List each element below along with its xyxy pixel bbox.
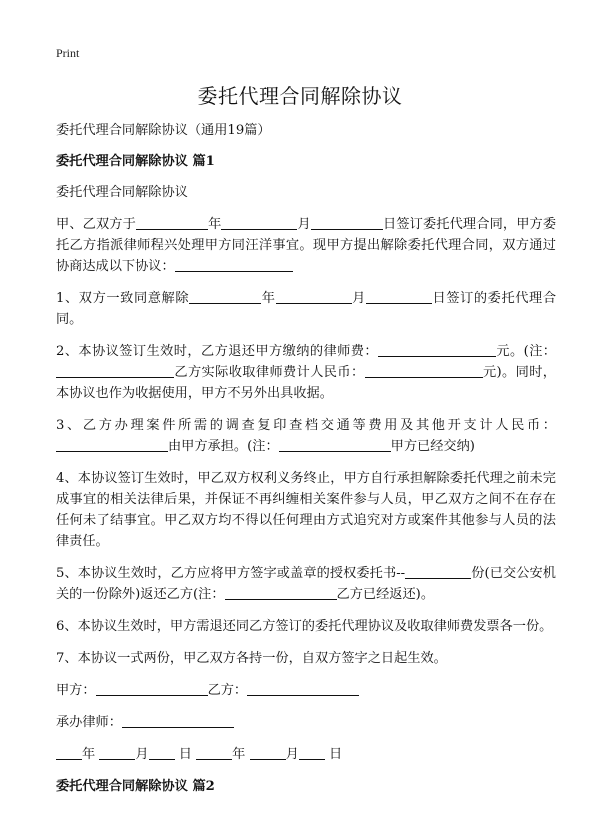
blank-field[interactable] (175, 257, 293, 272)
blank-field[interactable] (276, 289, 352, 304)
clause-2-text-c: 乙方实际收取律师费计人民币： (174, 365, 365, 380)
clause-5-text-c: 乙方已经返还)。 (336, 587, 435, 602)
signature-line (56, 680, 556, 701)
section-heading-2: 委托代理合同解除协议 篇2 (56, 779, 215, 794)
clause-1-text-d: 日签订的委托代理合同。 (56, 291, 557, 327)
year-label: 年 (232, 747, 246, 762)
lawyer-line (56, 712, 556, 733)
party-a-label: 甲方： (56, 683, 96, 698)
document-body (56, 120, 556, 797)
lawyer-signature-field[interactable] (122, 713, 234, 728)
day-field[interactable] (149, 745, 175, 760)
blank-field[interactable] (189, 289, 261, 304)
clause-3-text-b: 由甲方承担。(注： (168, 439, 279, 454)
year-label: 年 (82, 747, 96, 762)
clause-2-text-b: 元。(注： (495, 344, 556, 359)
blank-field[interactable] (365, 363, 483, 378)
blank-field[interactable] (225, 585, 337, 600)
day-field[interactable] (299, 745, 325, 760)
clause-1 (56, 288, 556, 330)
year-field[interactable] (196, 745, 232, 760)
clause-6: 6、本协议生效时，甲方需退还同乙方签订的委托代理协议及收取律师费发票各一份。 (56, 619, 553, 634)
clause-3 (56, 415, 556, 457)
date-line (56, 744, 556, 765)
section-heading-1: 委托代理合同解除协议 篇1 (56, 154, 215, 169)
party-b-label: 乙方： (207, 683, 248, 698)
opening-paragraph (56, 214, 556, 277)
clause-2-text-d: 元)。同时，本协议也作为收据使用，甲方不另外出具收据。 (56, 365, 556, 401)
opening-text-d: 日签订委托代理合同，甲方委托乙方指派律师程兴处理甲方同汪洋事宜。现甲方提出解除委托代理合同，双方通过协商达成以下协议： (56, 217, 557, 274)
clause-2-text-a: 2、本协议签订生效时，乙方退还甲方缴纳的律师费： (56, 344, 378, 359)
blank-field[interactable] (311, 215, 383, 230)
clause-3-text-a: 3、乙方办理案件所需的调查复印查档交通等费用及其他开支计人民币： (56, 418, 556, 433)
month-field[interactable] (99, 745, 135, 760)
clause-5-text-a: 5、本协议生效时，乙方应将甲方签字或盖章的授权委托书-- (56, 566, 406, 581)
clause-3-text-c: 甲方已经交纳) (390, 439, 475, 454)
opening-text-c: 月 (297, 217, 311, 232)
section-subtitle: 委托代理合同解除协议 (56, 185, 188, 200)
clause-1-text-b: 年 (261, 291, 276, 306)
party-a-signature-field[interactable] (96, 681, 208, 696)
blank-field[interactable] (405, 564, 471, 579)
blank-field[interactable] (56, 437, 168, 452)
opening-text-b: 年 (207, 217, 222, 232)
blank-field[interactable] (221, 215, 297, 230)
page-title: 委托代理合同解除协议 (197, 84, 403, 108)
clause-1-text-a: 1、双方一致同意解除 (56, 291, 190, 306)
intro-line: 委托代理合同解除协议（通用19篇） (56, 123, 271, 138)
blank-field[interactable] (56, 363, 174, 378)
clause-5 (56, 563, 556, 605)
print-label[interactable]: Print (56, 46, 80, 60)
clause-1-text-c: 月 (351, 291, 366, 306)
blank-field[interactable] (378, 342, 496, 357)
lawyer-label: 承办律师： (56, 715, 122, 730)
blank-field[interactable] (279, 437, 391, 452)
clause-2 (56, 341, 556, 404)
clause-5-text-b: 份(已交公安机关的一份除外)返还乙方(注： (56, 566, 556, 602)
clause-7: 7、本协议一式两份，甲乙双方各持一份，自双方签字之日起生效。 (56, 651, 447, 666)
blank-field[interactable] (136, 215, 208, 230)
day-label: 日 (328, 747, 343, 762)
month-label: 月 (135, 747, 149, 762)
month-label: 月 (285, 747, 299, 762)
day-label: 日 (178, 747, 192, 762)
month-field[interactable] (250, 745, 286, 760)
party-b-signature-field[interactable] (247, 681, 359, 696)
clause-4: 4、本协议签订生效时，甲乙双方权利义务终止，甲方自行承担解除委托代理之前未完成事宜的相关法律后果，并保证不再纠缠相关案件参与人员，甲乙双方之间不在存在任何未了结事宜。甲乙双方均不得以任何理由方式追究对方或案件其他参与人员的法律责任。 (56, 471, 556, 549)
year-field[interactable] (56, 745, 82, 760)
blank-field[interactable] (366, 289, 432, 304)
opening-text-a: 甲、乙双方于 (56, 217, 136, 232)
